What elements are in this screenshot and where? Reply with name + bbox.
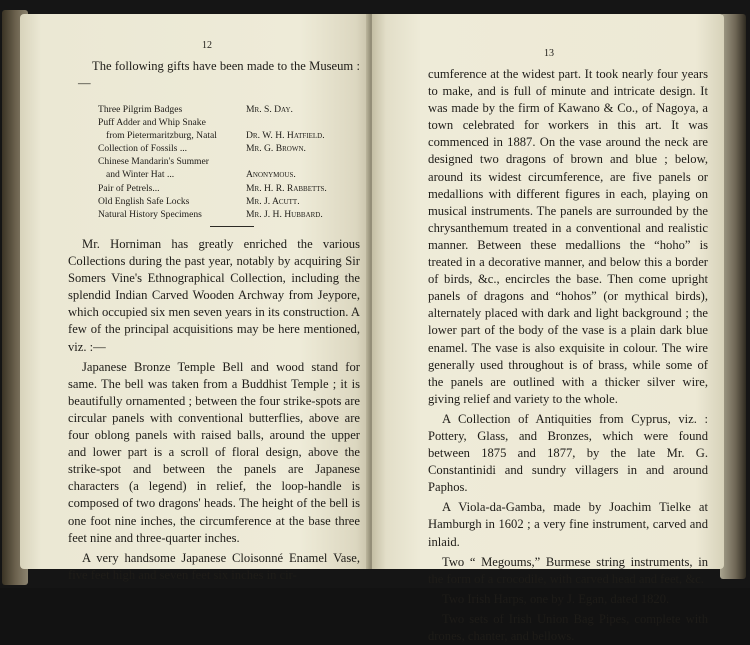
intro-paragraph: The following gifts have been made to the Museum :— (78, 59, 360, 91)
body-paragraph: Japanese Bronze Temple Bell and wood stand for same. The bell was taken from a Buddhist Temple ; it is beautifully ornamented ; between the four strike-spots are circular panels with conventional butterflies, above are four oblong panels with raised balls, around the upper and lower part is a scroll of floral design, above the strike-spot and between the panels are Japanese characters (a legend) in relief, the loop-handle is composed of two dragons' heads. The height of the bell is one foot nine inches, the circumference at the base three feet nine and three-quarter inches. (68, 359, 360, 545)
gift-donor: Mr. H. R. Rabbetts. (246, 182, 327, 194)
body-paragraph: A Collection of Antiquities from Cyprus, viz. : Pottery, Glass, and Bronzes, which were found between 1875 and 1877, by the late Mr. G. Constantinidi and sundry villagers in and around Paphos. (428, 411, 708, 495)
gift-donor: Mr. G. Brown. (246, 143, 306, 155)
gift-row (98, 116, 368, 129)
body-paragraph: Mr. Horniman has greatly enriched the various Collections during the past year, notably by acquiring Sir Somers Vine's Ethnographical Collection, including the splendid Indian Carved Wooden Archway from Jeypore, which occupied six men seven years in its construction. A few of the principal acquisitions may be here mentioned, viz. :— (68, 237, 360, 354)
gift-row (98, 208, 368, 221)
gift-item: Old English Safe Locks (98, 195, 190, 207)
body-paragraph: Two Irish Harps, one by J. Egan, dated 1820. (442, 591, 670, 606)
body-paragraph: Two sets of Irish Union Bag Pipes, complete with drones, chanter, and bellows. (428, 611, 708, 643)
gift-row (98, 103, 368, 116)
section-divider (210, 226, 254, 227)
gift-row (98, 129, 368, 142)
gift-donor (246, 155, 368, 168)
gift-row (98, 168, 368, 181)
gift-row (98, 195, 368, 208)
body-paragraph: Two “ Megoums,” Burmese string instruments, in the form of a crocodile, with carved head and feet, &c. (428, 554, 708, 586)
intro-text (78, 58, 360, 92)
page-number: 12 (202, 40, 212, 51)
gift-item: Pair of Petrels... (98, 182, 160, 194)
right-page (372, 14, 724, 643)
body-paragraph: A Viola-da-Gamba, made by Joachim Tielke at Hamburgh in 1602 ; a very fine instrument, carved and inlaid. (428, 500, 708, 549)
left-page (20, 14, 370, 582)
gift-item: Chinese Mandarin's Summer (98, 156, 209, 168)
gift-item: Natural History Specimens (98, 208, 202, 220)
left-body-text (68, 236, 360, 584)
body-paragraph: A very handsome Japanese Cloisonné Enamel Vase, five feet high and seven feet six inches in cir- (68, 550, 360, 582)
gift-item: Collection of Fossils ... (98, 143, 188, 155)
gift-donor (246, 116, 368, 129)
gift-donor: Mr. J. Acutt. (246, 195, 300, 207)
gift-donor: Mr. J. H. Hubbard. (246, 208, 323, 220)
page-number: 13 (544, 48, 554, 59)
gift-donor: Dr. W. H. Hatfield. (246, 130, 325, 142)
gift-donor: Mr. S. Day. (246, 104, 293, 115)
gift-row (98, 155, 368, 168)
gift-item: Three Pilgrim Badges (98, 104, 183, 115)
gift-item: from Pietermaritzburg, Natal (106, 130, 217, 142)
gift-item: Puff Adder and Whip Snake (98, 117, 206, 129)
gift-list (98, 103, 368, 221)
gift-row (98, 182, 368, 195)
gift-donor: Anonymous. (246, 169, 296, 181)
gift-item: and Winter Hat ... (106, 169, 175, 181)
right-body-text (428, 66, 708, 645)
gift-row (98, 142, 368, 155)
body-paragraph: cumference at the widest part. It took nearly four years to make, and is full of minute and intricate design. It was made by the firm of Kawano & Co., of Nagoya, a town celebrated for workers in this art. It was commenced in 1887. On the vase around the neck are designed two dragons of brown and blue ; below, around its widest circumference, are five panels or medallions with different figures in each, playing on musical instruments. The panels are surrounded by the chrysanthemum treated in a conventional and realistic manner. Between these medallions the “hoho” is treated in a decorative manner, and below this a border of birds, &c., encircles the base. Then come upright panels of dragons and “hohos” (or mythical birds), alternately placed with dark and light background ; the lower part of the body of the vase is a plain dark blue enamel. The vase is also exquisite in colour. The wire generally used throughout is of brass, while some of the panels are outlined with a thicker silver wire, giving relief and variety to the whole. (428, 67, 708, 406)
